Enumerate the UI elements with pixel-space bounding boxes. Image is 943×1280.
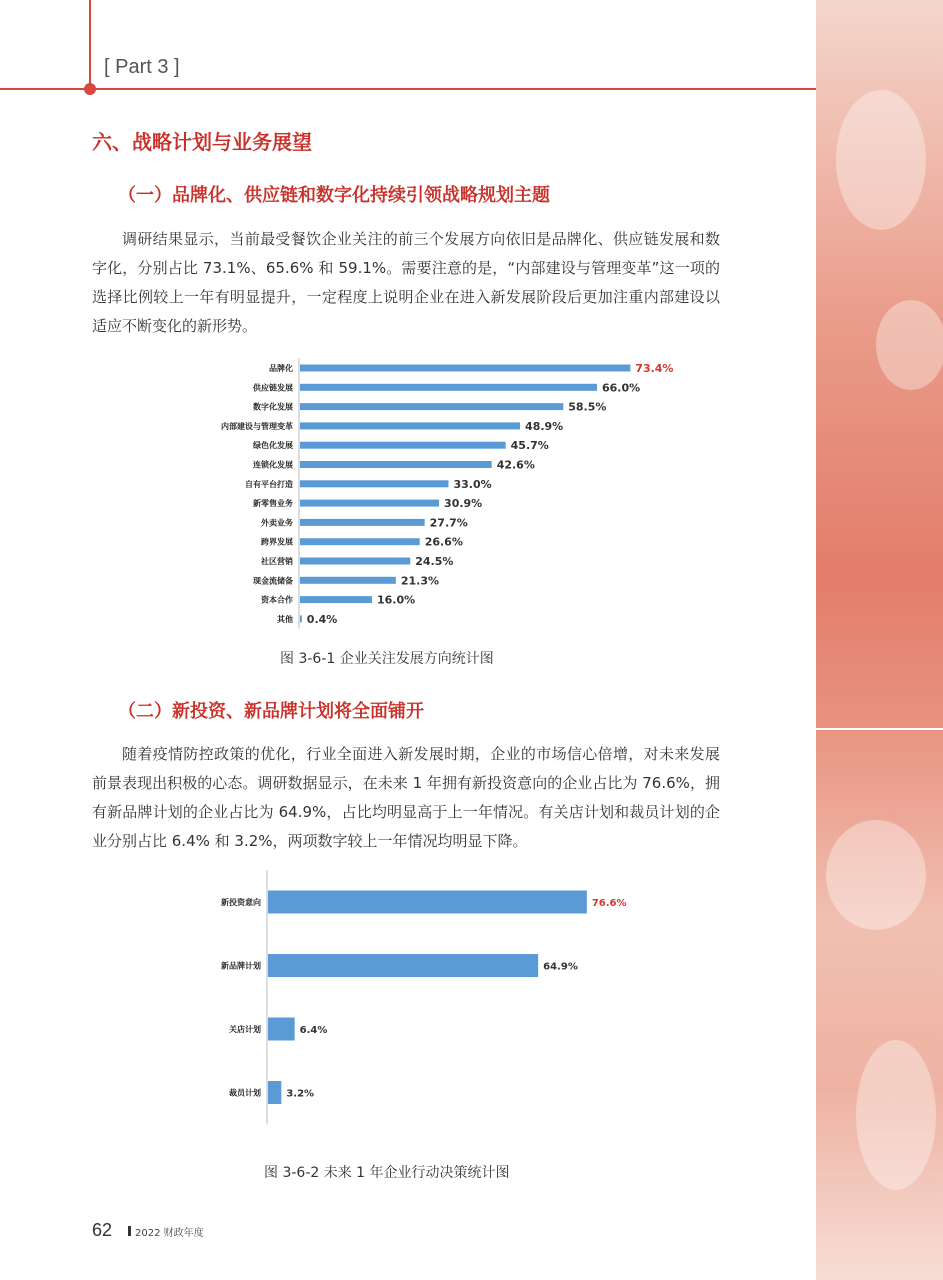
data-bar	[300, 442, 506, 449]
data-bar	[300, 558, 410, 565]
data-bar	[300, 480, 449, 487]
category-label: 新零售业务	[253, 499, 293, 509]
page-number: 62	[92, 1220, 113, 1240]
data-bar	[268, 891, 587, 914]
category-label: 数字化发展	[253, 402, 293, 412]
section-title: 六、战略计划与业务展望	[92, 130, 312, 154]
category-label: 社区营销	[261, 557, 293, 566]
data-bar	[300, 596, 372, 603]
data-bar	[300, 384, 597, 391]
decorative-photo-strip	[816, 0, 943, 1280]
value-label: 26.6%	[424, 535, 463, 549]
data-bar	[300, 461, 492, 468]
category-label: 新投资意向	[221, 898, 261, 907]
footer-text: 2022 财政年度	[135, 1228, 204, 1239]
value-label: 45.7%	[510, 439, 549, 453]
value-label: 3.2%	[286, 1088, 315, 1100]
value-label: 6.4%	[299, 1025, 328, 1036]
header-dot	[84, 83, 96, 95]
category-label: 裁员计划	[229, 1088, 261, 1098]
header-vertical-rule	[89, 0, 91, 90]
value-label: 21.3%	[400, 574, 440, 588]
value-label: 76.6%	[591, 898, 627, 909]
category-label: 外卖业务	[261, 518, 293, 528]
category-label: 资本合作	[261, 595, 293, 605]
value-label: 24.5%	[415, 555, 454, 568]
category-label: 关店计划	[229, 1025, 261, 1034]
data-bar	[300, 538, 420, 545]
category-label: 供应链发展	[253, 383, 293, 393]
category-label: 内部建设与管理变革	[221, 421, 293, 431]
value-label: 27.7%	[429, 516, 468, 530]
value-label: 33.0%	[453, 477, 492, 491]
data-bar	[268, 1018, 295, 1041]
value-label: 0.4%	[306, 612, 338, 626]
chart-1-caption: 图 3-6-1 企业关注发展方向统计图	[280, 651, 494, 667]
category-label: 跨界发展	[261, 537, 293, 547]
data-bar	[268, 954, 538, 977]
category-label: 现金流储备	[253, 576, 293, 586]
category-label: 连锁化发展	[253, 460, 293, 470]
data-bar	[300, 500, 439, 507]
data-bar	[300, 365, 630, 372]
data-bar	[300, 519, 425, 526]
value-label: 58.5%	[568, 400, 607, 414]
category-label: 自有平台打造	[245, 479, 293, 489]
value-label: 48.9%	[525, 419, 564, 433]
header-horizontal-rule	[0, 88, 816, 90]
subsection-2-paragraph: 随着疫情防控政策的优化，行业全面进入新发展时期，企业的市场信心倍增，对未来发展前景表现出积极的心态。调研数据显示，在未来 1 年拥有新投资意向的企业占比为 76.6%，拥有新品牌计划的企业占比为 64.9%，占比均明显高于上一年情况。有关店计划和裁员计划的企业分别占比 6.4% 和 3.2%，两项数字较上一年情况均明显下降。	[92, 745, 720, 850]
data-bar	[300, 422, 520, 429]
value-label: 64.9%	[543, 961, 578, 973]
data-bar	[300, 403, 563, 410]
category-label: 新品牌计划	[221, 961, 261, 971]
data-bar	[300, 615, 302, 622]
value-label: 16.0%	[377, 593, 416, 607]
category-label: 品牌化	[269, 364, 293, 373]
subsection-2-title: （二）新投资、新品牌计划将全面铺开	[118, 701, 424, 722]
data-bar	[300, 577, 396, 584]
data-bar	[268, 1081, 281, 1104]
category-label: 其他	[277, 614, 293, 624]
part-label: [ Part 3 ]	[104, 56, 180, 78]
category-label: 绿色化发展	[253, 441, 293, 451]
value-label: 73.4%	[635, 362, 674, 375]
value-label: 30.9%	[444, 497, 483, 511]
subsection-1-paragraph: 调研结果显示，当前最受餐饮企业关注的前三个发展方向依旧是品牌化、供应链发展和数字化，分别占比 73.1%、65.6% 和 59.1%。需要注意的是，“内部建设与管理变革”这一项的选择比例较上一年有明显提升，一定程度上说明企业在进入新发展阶段后更加注重内部建设以适应不断变化的新形势。	[92, 230, 720, 335]
value-label: 66.0%	[602, 381, 641, 395]
chart-2-caption: 图 3-6-2 未来 1 年企业行动决策统计图	[264, 1165, 510, 1181]
value-label: 42.6%	[496, 458, 535, 472]
footer-divider	[128, 1226, 131, 1236]
subsection-1-title: （一）品牌化、供应链和数字化持续引领战略规划主题	[118, 185, 550, 206]
